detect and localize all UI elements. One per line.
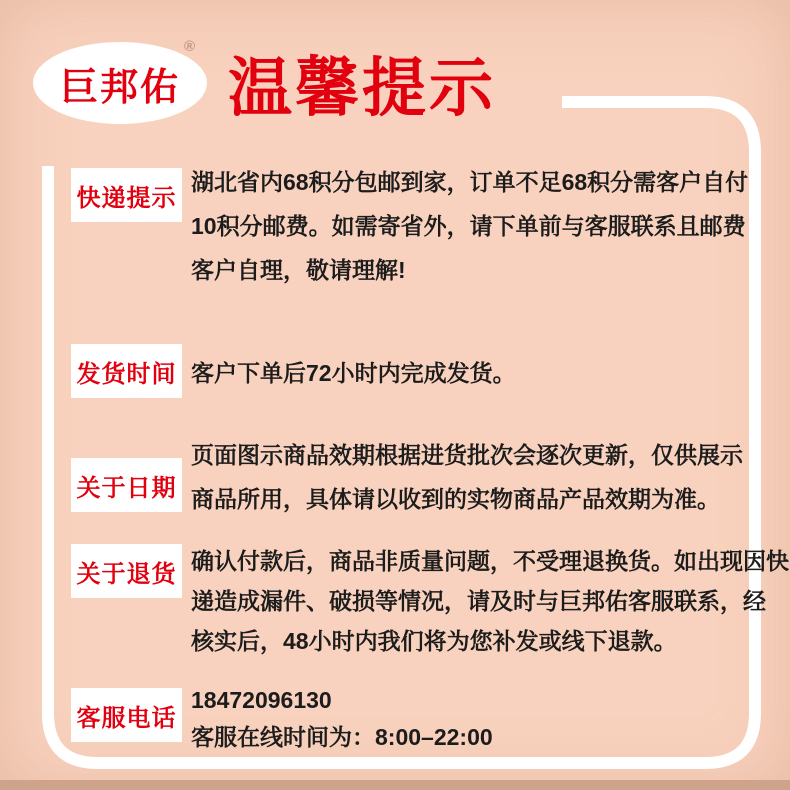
bottom-shade-strip bbox=[0, 780, 790, 790]
brand-name: 巨邦佑 bbox=[59, 66, 180, 109]
registered-trademark-icon: ® bbox=[184, 38, 196, 55]
return-policy-text: 确认付款后，商品非质量问题，不受理退换货。如出现因快 递造成漏件、破损等情况，请及时与巨邦佑客服联系，经 核实后，48小时内我们将为您补发或线下退款。 bbox=[191, 548, 789, 654]
shipping-notice-label: 快递提示 bbox=[71, 168, 182, 222]
about-date-label: 关于日期 bbox=[71, 458, 182, 512]
delivery-time-text: 客户下单后72小时内完成发货。 bbox=[191, 360, 516, 386]
service-phone-label: 客服电话 bbox=[71, 688, 182, 742]
brand-logo bbox=[33, 42, 207, 124]
delivery-time-label: 发货时间 bbox=[71, 344, 182, 398]
about-date-text: 页面图示商品效期根据进货批次会逐次更新，仅供展示 商品所用，具体请以收到的实物商品产品效期为准。 bbox=[191, 442, 743, 512]
service-phone-text: 18472096130 客服在线时间为：8:00–22:00 bbox=[191, 687, 493, 750]
return-policy-label: 关于退货 bbox=[71, 544, 182, 598]
shipping-notice-text: 湖北省内68积分包邮到家，订单不足68积分需客户自付 10积分邮费。如需寄省外，请下单前与客服联系且邮费 客户自理，敬请理解! bbox=[191, 169, 749, 283]
page-title: 温馨提示 bbox=[228, 52, 496, 124]
